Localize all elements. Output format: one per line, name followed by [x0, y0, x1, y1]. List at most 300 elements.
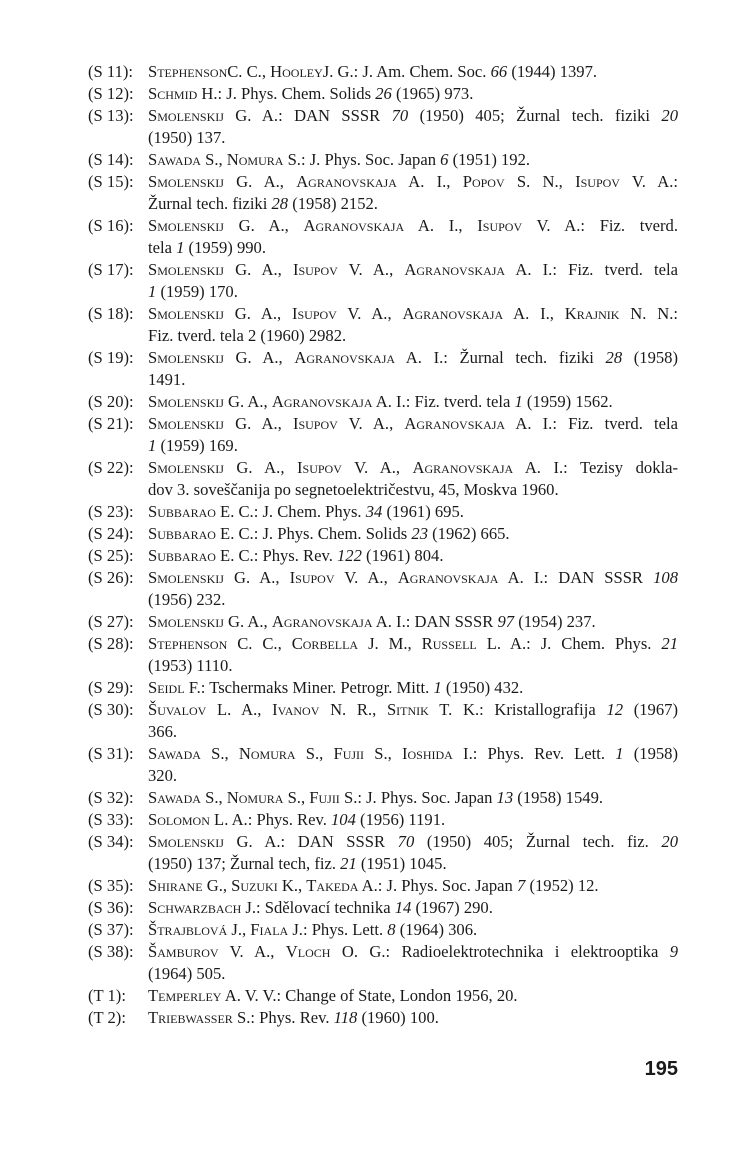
author-name: Subbarao	[148, 524, 216, 543]
reference-text	[148, 699, 678, 743]
reference-text	[148, 831, 678, 875]
citation-text: F.: Tschermaks Miner. Petrogr. Mitt.	[184, 678, 434, 697]
reference-text	[148, 545, 678, 567]
volume-number: 6	[440, 150, 449, 169]
volume-number: 21	[340, 854, 357, 873]
reference-label: (S 38):	[88, 942, 134, 961]
citation-text: S.,	[200, 744, 239, 763]
reference-line	[148, 941, 678, 963]
citation-text: A. I.,	[404, 216, 478, 235]
citation-text: (1950) 137; Žurnal tech, fiz.	[148, 854, 341, 873]
reference-line	[148, 523, 678, 545]
author-name: Agranovskaja	[402, 304, 504, 323]
volume-number: 1	[433, 678, 442, 697]
citation-text: (1953) 1110.	[148, 656, 233, 675]
volume-number: 28	[605, 348, 623, 367]
citation-text: A. I.: DAN SSSR	[498, 568, 654, 587]
reference-label: (S 12):	[88, 84, 134, 103]
citation-text: tela	[148, 238, 177, 257]
reference-text	[148, 501, 678, 523]
reference-label: (S 18):	[88, 304, 134, 323]
reference-label: (S 29):	[88, 678, 134, 697]
author-name: Krajnik	[564, 304, 620, 323]
reference-entry	[88, 149, 678, 171]
citation-text: C. C.,	[227, 634, 292, 653]
reference-line	[148, 589, 678, 611]
reference-line	[148, 897, 678, 919]
volume-number: 28	[271, 194, 289, 213]
reference-label: (S 25):	[88, 546, 134, 565]
citation-text: 1491.	[148, 370, 186, 389]
reference-line	[148, 435, 678, 457]
citation-text: H.: J. Phys. Chem. Solids	[197, 84, 376, 103]
citation-text: G. A.,	[223, 392, 272, 411]
citation-text: E. C.: Phys. Rev.	[215, 546, 337, 565]
citation-text: V. A.:	[619, 172, 678, 191]
reference-entry	[88, 83, 678, 105]
citation-text: (1959) 1562.	[522, 392, 613, 411]
citation-text: G. A.,	[223, 612, 272, 631]
author-name: Sawada	[148, 150, 201, 169]
author-name: Popov	[462, 172, 505, 191]
author-name: Nomura	[226, 150, 284, 169]
reference-line	[148, 633, 678, 655]
author-name: Agranovskaja	[296, 172, 397, 191]
author-name: Smolenskij	[148, 216, 224, 235]
author-name: Fujii	[333, 744, 365, 763]
reference-label: (S 19):	[88, 348, 134, 367]
reference-label: (S 15):	[88, 172, 134, 191]
reference-line	[148, 501, 678, 523]
reference-label: (T 1):	[88, 986, 126, 1005]
author-name: Agranovskaja	[294, 348, 396, 367]
reference-entry	[88, 303, 678, 347]
citation-text: (1950) 405; Žurnal tech. fiz.	[414, 832, 662, 851]
author-name: Suzuki	[231, 876, 278, 895]
citation-text: (1944) 1397.	[507, 62, 598, 81]
citation-text: S.,	[295, 744, 334, 763]
author-name: Smolenskij	[148, 260, 224, 279]
author-name: Seidl	[148, 678, 185, 697]
citation-text: J.: Sdělovací technika	[241, 898, 395, 917]
reference-entry	[88, 545, 678, 567]
citation-text: N. R.,	[319, 700, 387, 719]
reference-entry	[88, 743, 678, 787]
citation-text: J. M.,	[358, 634, 422, 653]
reference-label: (S 13):	[88, 106, 134, 125]
author-name: Isupov	[289, 568, 335, 587]
reference-line	[148, 787, 678, 809]
citation-text: A. I.: Fiz. tverd. tela	[505, 260, 678, 279]
citation-text: (1956) 1191.	[355, 810, 446, 829]
author-name: Subbarao	[148, 546, 216, 565]
author-name: Hooley	[270, 62, 323, 81]
author-name: Temperley	[148, 986, 222, 1005]
reference-line	[148, 611, 678, 633]
volume-number: 21	[661, 634, 679, 653]
citation-text: G. A.,	[223, 216, 304, 235]
reference-label: (S 20):	[88, 392, 134, 411]
reference-line	[148, 567, 678, 589]
author-name: Isupov	[297, 458, 342, 477]
reference-line	[148, 83, 678, 105]
reference-label: (S 21):	[88, 414, 134, 433]
volume-number: 12	[606, 700, 624, 719]
citation-text: (1959) 170.	[156, 282, 238, 301]
citation-text: Fiz. tverd. tela 2 (1960) 2982.	[148, 326, 347, 345]
reference-text	[148, 149, 678, 171]
citation-text: T. K.: Kristallografija	[428, 700, 607, 719]
citation-text: (1951) 1045.	[356, 854, 447, 873]
citation-text: (1950) 405; Žurnal tech. fiziki	[408, 106, 662, 125]
reference-entry	[88, 677, 678, 699]
citation-text: A. I.: Tezisy dokla-	[513, 458, 678, 477]
reference-line	[148, 919, 678, 941]
reference-label: (S 22):	[88, 458, 134, 477]
reference-line	[148, 721, 678, 743]
volume-number: 9	[669, 942, 678, 961]
citation-text: L. A.: Phys. Rev.	[209, 810, 331, 829]
citation-text: (1956) 232.	[148, 590, 226, 609]
author-name: Triebwasser	[148, 1008, 233, 1027]
author-name: Šuvalov	[148, 700, 207, 719]
reference-entry	[88, 985, 678, 1007]
reference-label: (S 35):	[88, 876, 134, 895]
reference-entry	[88, 699, 678, 743]
citation-text: K.,	[277, 876, 307, 895]
reference-entry	[88, 897, 678, 919]
author-name: Agranovskaja	[271, 392, 373, 411]
citation-text: G. A.,	[223, 172, 297, 191]
author-name: Fiala	[250, 920, 289, 939]
volume-number: 8	[387, 920, 396, 939]
author-name: Sawada	[148, 788, 201, 807]
reference-label: (S 28):	[88, 634, 134, 653]
volume-number: 108	[653, 568, 678, 587]
author-name: Sitnik	[386, 700, 429, 719]
reference-line	[148, 743, 678, 765]
reference-text	[148, 105, 678, 149]
reference-line	[148, 281, 678, 303]
volume-number: 1	[148, 436, 157, 455]
citation-text: (1960) 100.	[357, 1008, 439, 1027]
citation-text: S. N.,	[504, 172, 576, 191]
reference-text	[148, 347, 678, 391]
citation-text: G. A.,	[223, 348, 295, 367]
reference-line	[148, 1007, 678, 1029]
citation-text: G. A.,	[223, 260, 293, 279]
citation-text: (1961) 695.	[382, 502, 464, 521]
reference-line	[148, 963, 678, 985]
author-name: Fujii	[309, 788, 340, 807]
citation-text: (1958)	[622, 348, 679, 367]
reference-line	[148, 347, 678, 369]
citation-text: (1958)	[623, 744, 678, 763]
citation-text: dov 3. soveščanija po segnetoelektričestvu, 45, Moskva 1960.	[148, 480, 559, 499]
reference-text	[148, 897, 678, 919]
citation-text: I.: Phys. Rev. Lett.	[452, 744, 616, 763]
reference-entry	[88, 809, 678, 831]
citation-text: V. A.,	[336, 304, 403, 323]
reference-text	[148, 787, 678, 809]
reference-line	[148, 171, 678, 193]
reference-text	[148, 941, 678, 985]
citation-text: A. I.: Fiz. tverd. tela	[372, 392, 515, 411]
reference-text	[148, 83, 678, 105]
volume-number: 34	[365, 502, 383, 521]
reference-text	[148, 809, 678, 831]
volume-number: 23	[411, 524, 428, 543]
citation-text: (1959) 990.	[184, 238, 266, 257]
reference-entry	[88, 787, 678, 809]
volume-number: 20	[661, 106, 679, 125]
reference-label: (S 30):	[88, 700, 134, 719]
author-name: Smolenskij	[148, 414, 224, 433]
reference-text	[148, 875, 678, 897]
reference-line	[148, 369, 678, 391]
reference-entry	[88, 1007, 678, 1029]
reference-line	[148, 809, 678, 831]
reference-entry	[88, 105, 678, 149]
reference-line	[148, 61, 678, 83]
citation-text: J.,	[227, 920, 251, 939]
reference-line	[148, 215, 678, 237]
citation-text: S.,	[200, 788, 227, 807]
reference-text	[148, 215, 678, 259]
citation-text: 366.	[148, 722, 178, 741]
citation-text: 320.	[148, 766, 178, 785]
volume-number: 118	[333, 1008, 358, 1027]
reference-text	[148, 743, 678, 787]
citation-text: G. A.,	[223, 568, 290, 587]
author-name: Stephenson	[148, 62, 228, 81]
author-name: Smolenskij	[148, 172, 224, 191]
reference-label: (S 23):	[88, 502, 134, 521]
citation-text: (1967)	[623, 700, 678, 719]
reference-line	[148, 105, 678, 127]
citation-text: (1958) 1549.	[513, 788, 604, 807]
citation-text: (1964) 505.	[148, 964, 226, 983]
reference-label: (S 17):	[88, 260, 134, 279]
reference-line	[148, 193, 678, 215]
volume-number: 13	[496, 788, 514, 807]
citation-text: (1965) 973.	[391, 84, 474, 103]
reference-text	[148, 171, 678, 215]
reference-label: (S 32):	[88, 788, 134, 807]
volume-number: 14	[394, 898, 412, 917]
reference-entry	[88, 391, 678, 413]
volume-number: 20	[661, 832, 678, 851]
reference-line	[148, 545, 678, 567]
reference-line	[148, 655, 678, 677]
citation-text: (1958) 2152.	[288, 194, 378, 213]
volume-number: 70	[391, 106, 409, 125]
citation-text: L. A.: J. Chem. Phys.	[476, 634, 662, 653]
volume-number: 97	[497, 612, 515, 631]
citation-text: C. C.,	[227, 62, 271, 81]
reference-label: (S 36):	[88, 898, 134, 917]
citation-text: J.: Phys. Lett.	[288, 920, 388, 939]
citation-text: S.,	[364, 744, 402, 763]
citation-text: G. A.,	[223, 304, 292, 323]
reference-entry	[88, 171, 678, 215]
reference-line	[148, 413, 678, 435]
citation-text: G. A.,	[223, 458, 297, 477]
citation-text: E. C.: J. Chem. Phys.	[215, 502, 366, 521]
citation-text: Žurnal tech. fiziki	[148, 194, 272, 213]
author-name: Agranovskaja	[271, 612, 373, 631]
reference-line	[148, 985, 678, 1007]
volume-number: 66	[490, 62, 508, 81]
citation-text: A. I.: Fiz. tverd. tela	[505, 414, 678, 433]
reference-text	[148, 523, 678, 545]
reference-text	[148, 633, 678, 677]
volume-number: 26	[375, 84, 392, 103]
reference-line	[148, 391, 678, 413]
author-name: Solomon	[148, 810, 210, 829]
citation-text: (1959) 169.	[156, 436, 238, 455]
volume-number: 104	[331, 810, 356, 829]
reference-line	[148, 259, 678, 281]
reference-label: (S 11):	[88, 62, 134, 81]
reference-line	[148, 325, 678, 347]
author-name: Vloch	[285, 942, 331, 961]
reference-entry	[88, 457, 678, 501]
reference-text	[148, 259, 678, 303]
reference-label: (S 37):	[88, 920, 134, 939]
citation-text: S.,	[200, 150, 227, 169]
citation-text: S.: Phys. Rev.	[232, 1008, 334, 1027]
reference-label: (S 31):	[88, 744, 134, 763]
reference-text	[148, 919, 678, 941]
reference-text	[148, 1007, 678, 1029]
reference-line	[148, 457, 678, 479]
reference-entry	[88, 501, 678, 523]
reference-line	[148, 765, 678, 787]
author-name: Smolenskij	[148, 304, 224, 323]
author-name: Smolenskij	[148, 392, 224, 411]
reference-text	[148, 413, 678, 457]
citation-text: (1961) 804.	[361, 546, 444, 565]
reference-label: (S 16):	[88, 216, 134, 235]
reference-text	[148, 303, 678, 347]
volume-number: 1	[148, 282, 157, 301]
volume-number: 70	[397, 832, 415, 851]
author-name: Schwarzbach	[148, 898, 242, 917]
reference-line	[148, 831, 678, 853]
reference-entry	[88, 567, 678, 611]
reference-entry	[88, 941, 678, 985]
volume-number: 122	[337, 546, 362, 565]
citation-text: V. A.,	[218, 942, 286, 961]
author-name: Russell	[421, 634, 477, 653]
citation-text: A.: J. Phys. Soc. Japan	[358, 876, 517, 895]
reference-text	[148, 985, 678, 1007]
reference-label: (T 2):	[88, 1008, 126, 1027]
reference-entry	[88, 413, 678, 457]
author-name: Subbarao	[148, 502, 216, 521]
reference-entry	[88, 61, 678, 83]
author-name: Smolenskij	[148, 348, 224, 367]
citation-text: V. A.: Fiz. tverd.	[522, 216, 678, 235]
author-name: Sawada	[148, 744, 201, 763]
author-name: Smolenskij	[148, 458, 224, 477]
reference-line	[148, 677, 678, 699]
author-name: Agranovskaja	[303, 216, 405, 235]
reference-text	[148, 567, 678, 611]
citation-text: O. G.: Radioelektrotechnika i elektrooptika	[330, 942, 670, 961]
reference-entry	[88, 523, 678, 545]
author-name: Takeda	[306, 876, 359, 895]
author-name: Agranovskaja	[397, 568, 499, 587]
reference-text	[148, 611, 678, 633]
citation-text: V. A.,	[341, 458, 413, 477]
reference-line	[148, 237, 678, 259]
author-name: Ioshida	[401, 744, 453, 763]
citation-text: V. A.,	[334, 568, 398, 587]
author-name: Agranovskaja	[404, 260, 506, 279]
reference-text	[148, 391, 678, 413]
page-number: 195	[644, 1058, 678, 1080]
reference-label: (S 33):	[88, 810, 134, 829]
citation-text: J. G.: J. Am. Chem. Soc.	[322, 62, 491, 81]
reference-label: (S 26):	[88, 568, 134, 587]
citation-text: V. A.,	[337, 414, 405, 433]
author-name: Agranovskaja	[412, 458, 514, 477]
author-name: Šamburov	[148, 942, 219, 961]
citation-text: (1964) 306.	[395, 920, 478, 939]
citation-text: (1954) 237.	[514, 612, 596, 631]
citation-text: A. I.,	[503, 304, 565, 323]
author-name: Isupov	[292, 260, 338, 279]
author-name: Smolenskij	[148, 568, 224, 587]
author-name: Nomura	[226, 788, 284, 807]
author-name: Agranovskaja	[404, 414, 506, 433]
reference-text	[148, 677, 678, 699]
author-name: Isupov	[292, 414, 338, 433]
reference-line	[148, 127, 678, 149]
reference-entry	[88, 611, 678, 633]
reference-line	[148, 479, 678, 501]
author-name: Stephenson	[148, 634, 228, 653]
citation-text: A. I.: DAN SSSR	[372, 612, 498, 631]
citation-text: (1967) 290.	[411, 898, 493, 917]
reference-entry	[88, 875, 678, 897]
citation-text: S.,	[283, 788, 310, 807]
author-name: Isupov	[477, 216, 523, 235]
citation-text: N. N.:	[619, 304, 678, 323]
author-name: Nomura	[238, 744, 296, 763]
citation-text: (1962) 665.	[427, 524, 510, 543]
reference-text	[148, 61, 678, 83]
citation-text: G. A.: DAN SSSR	[223, 832, 398, 851]
reference-entry	[88, 633, 678, 677]
citation-text: A. I.,	[396, 172, 463, 191]
author-name: Smolenskij	[148, 106, 224, 125]
reference-label: (S 14):	[88, 150, 134, 169]
citation-text: S.: J. Phys. Soc. Japan	[339, 788, 497, 807]
reference-line	[148, 149, 678, 171]
author-name: Štrajblová	[148, 920, 228, 939]
reference-entry	[88, 831, 678, 875]
volume-number: 1	[615, 744, 624, 763]
author-name: Shirane	[148, 876, 203, 895]
volume-number: 1	[514, 392, 523, 411]
author-name: Corbella	[291, 634, 359, 653]
reference-text	[148, 457, 678, 501]
citation-text: G.,	[202, 876, 232, 895]
reference-label: (S 34):	[88, 832, 134, 851]
